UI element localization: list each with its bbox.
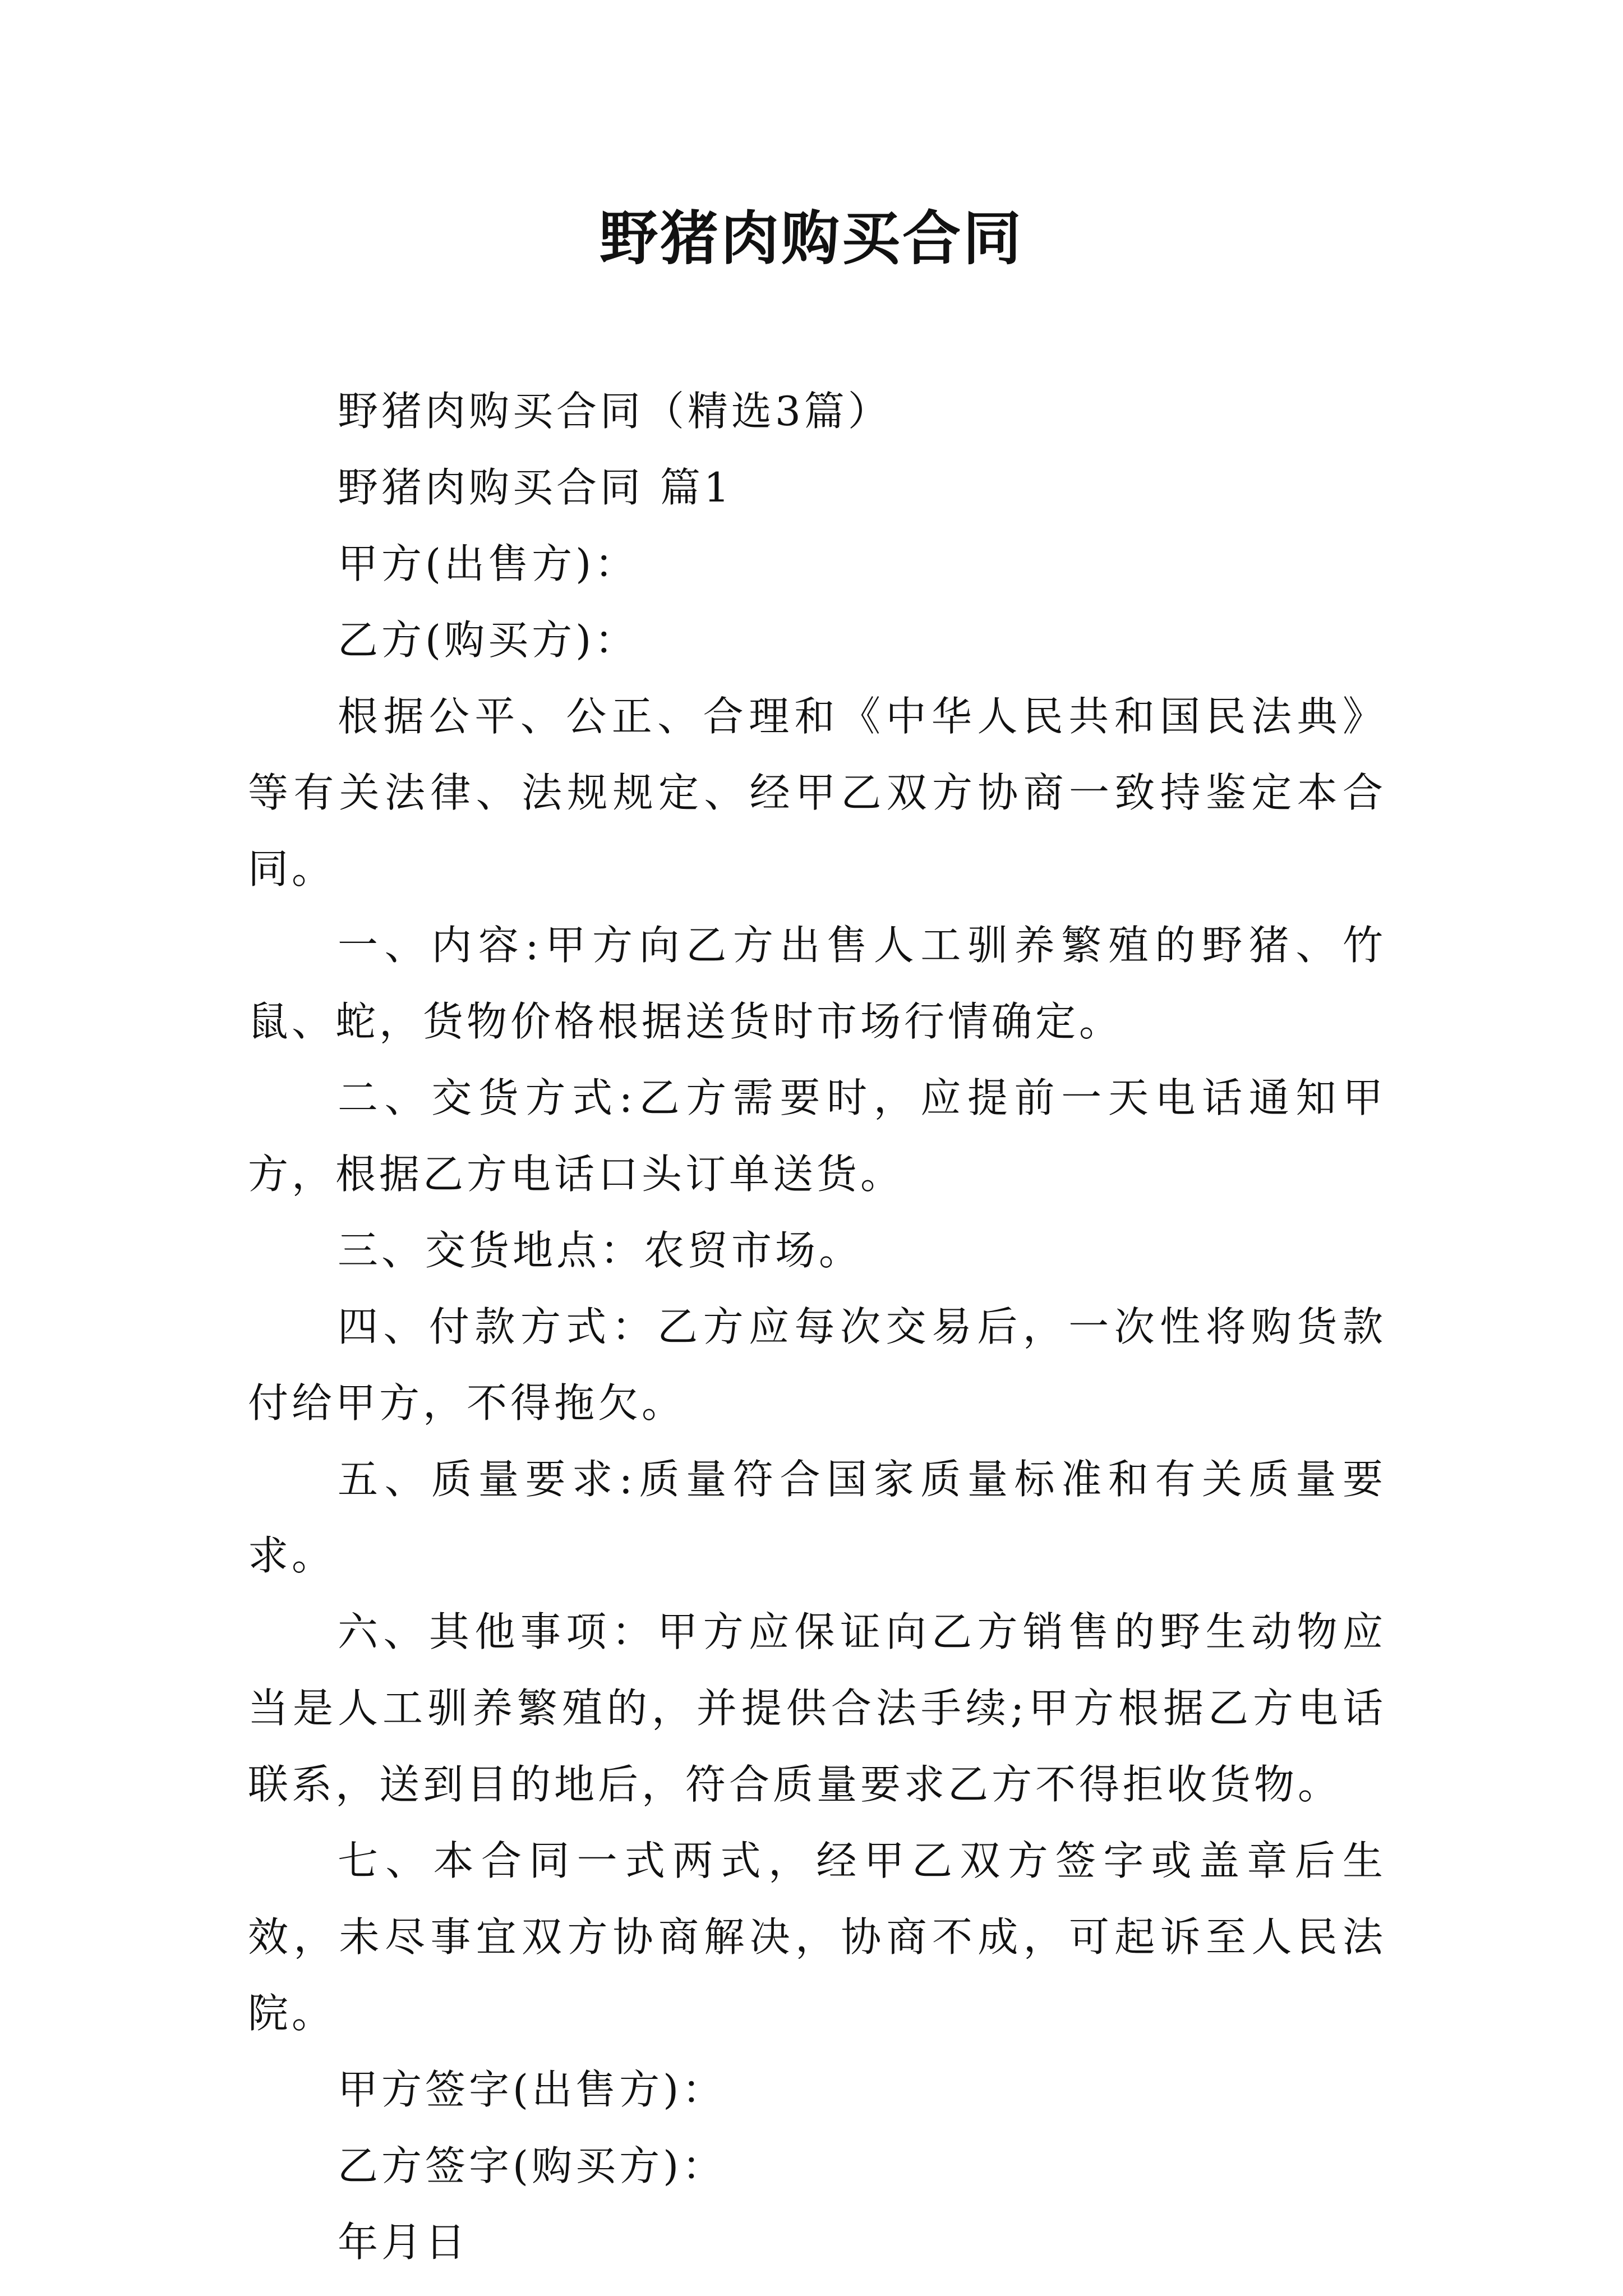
paragraph-section-heading: 野猪肉购买合同 篇1 — [338, 464, 733, 511]
paragraph-clause-5: 五、质量要求:质量符合国家质量标准和有关质量要求。 — [248, 1456, 1386, 1579]
document-body — [248, 373, 1386, 2280]
paragraph-clause-1: 一、内容:甲方向乙方出售人工驯养繁殖的野猪、竹鼠、蛇，货物价格根据送货时市场行情确定。 — [248, 922, 1386, 1045]
paragraph-party-b: 乙方(购买方)： — [338, 616, 639, 664]
document-title: 野猪肉购买合同 — [599, 204, 1023, 273]
paragraph-date: 年月日 — [338, 2219, 469, 2266]
paragraph-clause-7: 七、本合同一式两式，经甲乙双方签字或盖章后生效，未尽事宜双方协商解决，协商不成，可起诉至人民法院。 — [248, 1837, 1386, 2037]
paragraph-clause-4: 四、付款方式：乙方应每次交易后，一次性将购货款付给甲方，不得拖欠。 — [248, 1303, 1386, 1427]
paragraph-signature-b: 乙方签字(购买方)： — [338, 2142, 726, 2189]
paragraph-clause-2: 二、交货方式:乙方需要时，应提前一天电话通知甲方，根据乙方电话口头订单送货。 — [248, 1074, 1386, 1198]
paragraph-clause-3: 三、交货地点：农贸市场。 — [338, 1227, 863, 1274]
paragraph-preamble: 根据公平、公正、合理和《中华人民共和国民法典》等有关法律、法规规定、经甲乙双方协商一致持鉴定本合同。 — [248, 693, 1386, 892]
paragraph-subtitle: 野猪肉购买合同（精选3篇） — [338, 388, 892, 435]
paragraph-clause-6: 六、其他事项：甲方应保证向乙方销售的野生动物应当是人工驯养繁殖的，并提供合法手续;甲方根据乙方电话联系，送到目的地后，符合质量要求乙方不得拒收货物。 — [248, 1608, 1386, 1808]
paragraph-signature-a: 甲方签字(出售方)： — [338, 2066, 726, 2113]
paragraph-party-a: 甲方(出售方)： — [338, 540, 639, 587]
